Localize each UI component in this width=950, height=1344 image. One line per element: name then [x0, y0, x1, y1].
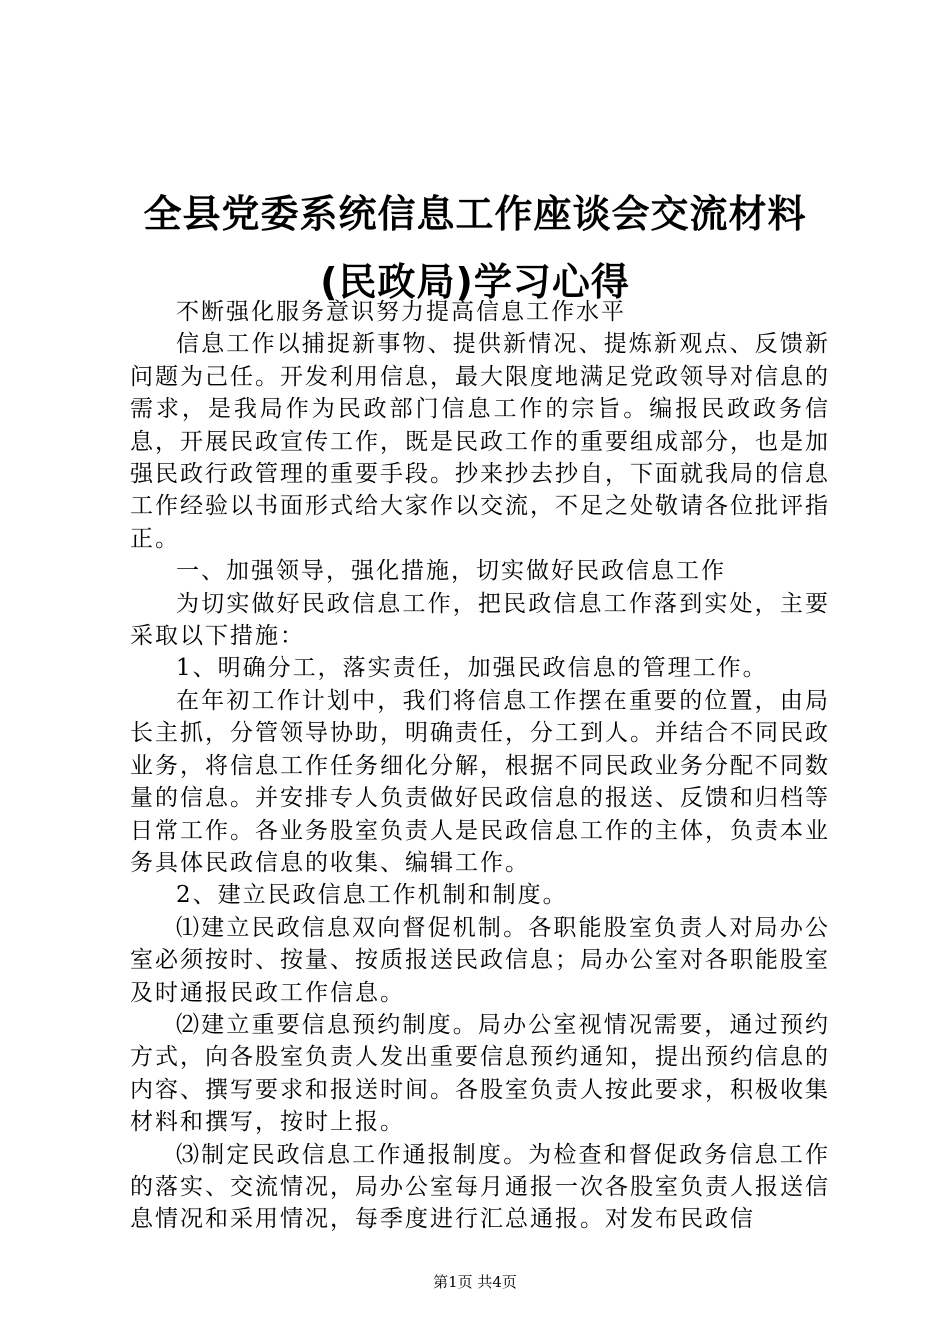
body-paragraph: 在年初工作计划中，我们将信息工作摆在重要的位置，由局长主抓，分管领导协助，明确责任，分工到人。并结合不同民政业务，将信息工作任务细化分解，根据不同民政业务分配不同数量的信息。并安排专人负责做好民政信息的报送、反馈和归档等日常工作。各业务股室负责人是民政信息工作的主体，负责本业务具体民政信息的收集、编辑工作。	[130, 687, 830, 876]
body-paragraph: 信息工作以捕捉新事物、提供新情况、提炼新观点、反馈新问题为己任。开发利用信息，最大限度地满足党政领导对信息的需求，是我局作为民政部门信息工作的宗旨。编报民政政务信息，开展民政宣传工作，既是民政工作的重要组成部分，也是加强民政行政管理的重要手段。抄来抄去抄自，下面就我局的信息工作经验以书面形式给大家作以交流，不足之处敬请各位批评指正。	[130, 331, 830, 552]
list-item-paragraph: ⑴建立民政信息双向督促机制。各职能股室负责人对局办公室必须按时、按量、按质报送民政信息；局办公室对各职能股室及时通报民政工作信息。	[130, 914, 830, 1006]
document-title: 全县党委系统信息工作座谈会交流材料(民政局)学习心得	[143, 192, 807, 304]
section-heading: 一、加强领导，强化措施，切实做好民政信息工作	[176, 558, 726, 585]
list-item-paragraph: ⑵建立重要信息预约制度。局办公室视情况需要，通过预约方式，向各股室负责人发出重要信息预约通知，提出预约信息的内容、撰写要求和报送时间。各股室负责人按此要求，积极收集材料和撰写，按时上报。	[130, 1011, 830, 1136]
subsection-heading: 2、建立民政信息工作机制和制度。	[176, 882, 568, 909]
subsection-heading: 1、明确分工，落实责任，加强民政信息的管理工作。	[176, 655, 768, 682]
page-footer: 第1页 共4页	[433, 1273, 517, 1291]
list-item-paragraph: ⑶制定民政信息工作通报制度。为检查和督促政务信息工作的落实、交流情况，局办公室每月通报一次各股室负责人报送信息情况和采用情况，每季度进行汇总通报。对发布民政信	[130, 1141, 830, 1233]
body-paragraph: 为切实做好民政信息工作，把民政信息工作落到实处，主要采取以下措施：	[130, 590, 830, 650]
subtitle-paragraph: 不断强化服务意识努力提高信息工作水平	[176, 299, 626, 325]
document-body	[130, 296, 830, 1236]
